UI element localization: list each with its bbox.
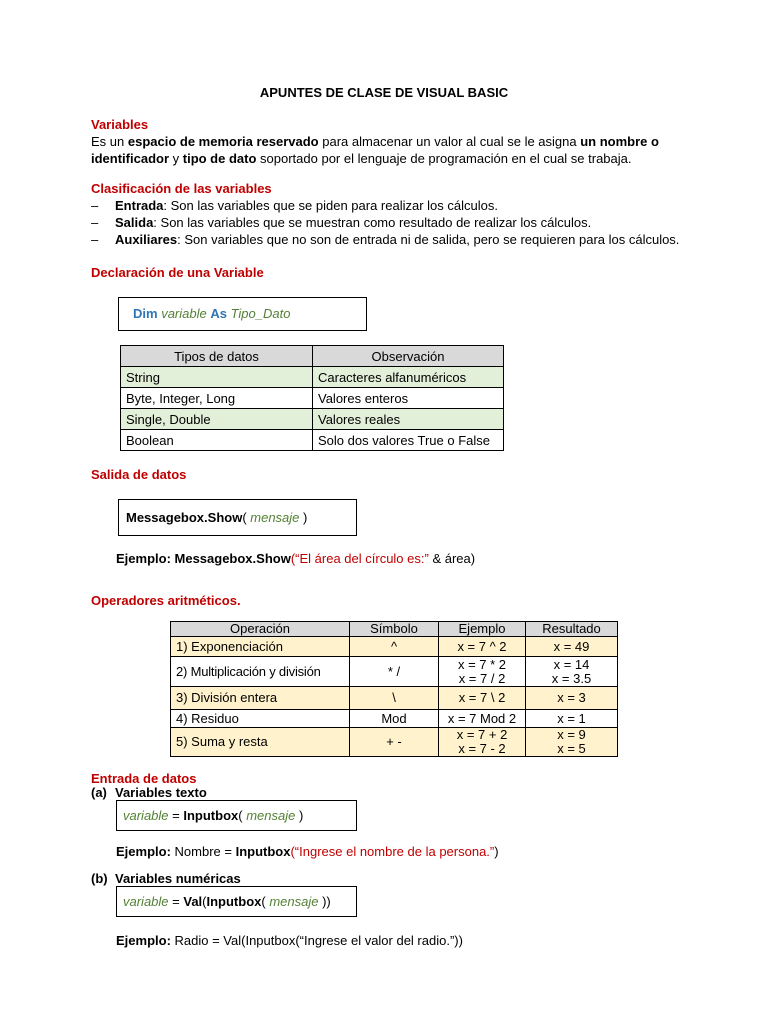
tipos-table: [120, 345, 504, 451]
clasificacion-heading: Clasificación de las variables: [91, 181, 272, 196]
text: soportado por el lenguaje de programación en el cual se trabaja.: [256, 151, 632, 166]
table-cell: \: [350, 687, 439, 710]
salida-code-box: [118, 499, 357, 536]
text: para almacenar un valor al cual se le asigna: [318, 134, 581, 149]
description: : Son las variables que se piden para realizar los cálculos.: [163, 198, 498, 213]
term: Entrada: [115, 198, 164, 213]
subheading: Variables texto: [115, 785, 207, 800]
code-paren: (: [238, 808, 247, 823]
list-item: [91, 231, 731, 248]
code-argument: mensaje: [250, 510, 300, 525]
code-paren: ): [295, 808, 304, 823]
table-cell: Boolean: [121, 430, 313, 451]
table-row: [121, 388, 504, 409]
example-string: (“Ingrese el nombre de la persona.”: [290, 844, 495, 859]
description: : Son variables que no son de entrada ni de salida, pero se requieren para los cálculos.: [177, 232, 680, 247]
table-cell: 1) Exponenciación: [171, 637, 350, 657]
subheading: Variables numéricas: [115, 871, 241, 886]
code-equals: =: [168, 808, 184, 823]
table-header-row: [171, 622, 618, 637]
code-variable: variable: [123, 894, 169, 909]
bold-text: tipo de dato: [182, 151, 257, 166]
table-cell: 4) Residuo: [171, 710, 350, 728]
table-cell: [439, 657, 526, 687]
keyword-as: As: [210, 306, 227, 321]
bold-text: espacio de memoria reservado: [127, 134, 319, 149]
example-text: Radio = Val(Inputbox(“Ingrese el valor del radio.”)): [170, 933, 463, 948]
code-paren: (: [242, 510, 251, 525]
example-function: Inputbox: [235, 844, 291, 859]
table-cell: Byte, Integer, Long: [121, 388, 313, 409]
table-cell: x = 3: [526, 687, 618, 710]
salida-heading: Salida de datos: [91, 467, 187, 482]
column-header: Observación: [313, 346, 504, 367]
table-cell: [439, 728, 526, 757]
table-cell: [526, 728, 618, 757]
table-cell: String: [121, 367, 313, 388]
dash-bullet: –: [91, 215, 99, 230]
description: : Son las variables que se muestran como resultado de realizar los cálculos.: [153, 215, 592, 230]
code-paren: )): [318, 894, 331, 909]
cell-line: x = 3.5: [551, 670, 592, 686]
variables-heading: Variables: [91, 117, 149, 132]
variables-paragraph: [91, 133, 691, 167]
table-row: [171, 637, 618, 657]
list-item: [91, 197, 731, 214]
table-row: [171, 687, 618, 710]
operadores-table: [170, 621, 618, 757]
table-cell: x = 7 Mod 2: [439, 710, 526, 728]
column-header: Resultado: [526, 622, 618, 637]
column-header: Símbolo: [350, 622, 439, 637]
code-paren: ): [299, 510, 308, 525]
list-item: [91, 214, 731, 231]
declaracion-heading: Declaración de una Variable: [91, 265, 264, 280]
table-cell: x = 1: [526, 710, 618, 728]
code-type: Tipo_Dato: [230, 306, 291, 321]
entrada-b-example: [116, 932, 463, 949]
example-string: (“El área del círculo es:”: [290, 551, 429, 566]
example-label: Ejemplo:: [116, 933, 171, 948]
table-cell: [526, 657, 618, 687]
text: Es un: [91, 134, 128, 149]
code-function: Inputbox: [206, 894, 262, 909]
clasificacion-list: [91, 197, 731, 248]
entrada-heading: Entrada de datos: [91, 771, 197, 786]
code-function: Messagebox.Show: [126, 510, 243, 525]
table-row: [171, 657, 618, 687]
example-text: Nombre =: [170, 844, 236, 859]
column-header: Ejemplo: [439, 622, 526, 637]
code-function: Val: [183, 894, 203, 909]
code-equals: =: [168, 894, 184, 909]
example-rest: & área): [428, 551, 476, 566]
code-paren: (: [202, 894, 207, 909]
keyword-dim: Dim: [133, 306, 158, 321]
table-cell: x = 7 ^ 2: [439, 637, 526, 657]
table-cell: x = 7 \ 2: [439, 687, 526, 710]
table-cell: 5) Suma y resta: [171, 728, 350, 757]
code-paren: (: [261, 894, 270, 909]
column-header: Tipos de datos: [121, 346, 313, 367]
table-cell: Valores enteros: [313, 388, 504, 409]
cell-line: x = 7 / 2: [458, 670, 506, 686]
table-row: [171, 728, 618, 757]
table-cell: Single, Double: [121, 409, 313, 430]
entrada-a-heading: [91, 785, 207, 800]
declaracion-code-box: [118, 297, 367, 331]
table-row: [121, 367, 504, 388]
term: Salida: [115, 215, 154, 230]
operadores-heading: Operadores aritméticos.: [91, 593, 241, 608]
cell-line: x = 5: [557, 741, 586, 756]
page-title: APUNTES DE CLASE DE VISUAL BASIC: [259, 85, 509, 100]
table-cell: 3) División entera: [171, 687, 350, 710]
entrada-a-example: [116, 843, 499, 860]
table-row: [171, 710, 618, 728]
code-argument: mensaje: [246, 808, 296, 823]
table-cell: 2) Multiplicación y división: [171, 657, 350, 687]
bold-text: identificador: [91, 151, 170, 166]
example-text: ): [494, 844, 499, 859]
table-cell: Solo dos valores True o False: [313, 430, 504, 451]
code-function: Inputbox: [183, 808, 239, 823]
dash-bullet: –: [91, 198, 99, 213]
cell-line: x = 7 + 2: [456, 727, 508, 742]
entrada-b-heading: [91, 871, 241, 886]
code-argument: mensaje: [269, 894, 319, 909]
example-label: Ejemplo: Messagebox.Show: [116, 551, 291, 566]
code-variable: variable: [123, 808, 169, 823]
cell-line: x = 9: [557, 727, 586, 742]
table-cell: * /: [350, 657, 439, 687]
table-row: [121, 430, 504, 451]
table-cell: + -: [350, 728, 439, 757]
table-cell: Caracteres alfanuméricos: [313, 367, 504, 388]
cell-line: x = 7 - 2: [458, 741, 506, 756]
term: Auxiliares: [115, 232, 178, 247]
text: y: [169, 151, 183, 166]
column-header: Operación: [171, 622, 350, 637]
cell-line: x = 14: [553, 656, 590, 672]
enum-label: (a): [91, 785, 107, 800]
table-header-row: [121, 346, 504, 367]
salida-example: [116, 550, 475, 567]
code-variable: variable: [161, 306, 207, 321]
bold-text: un nombre o: [580, 134, 659, 149]
dash-bullet: –: [91, 232, 99, 247]
entrada-b-code-box: [116, 886, 357, 917]
table-cell: Mod: [350, 710, 439, 728]
table-cell: x = 49: [526, 637, 618, 657]
entrada-a-code-box: [116, 800, 357, 831]
table-cell: Valores reales: [313, 409, 504, 430]
table-cell: ^: [350, 637, 439, 657]
table-row: [121, 409, 504, 430]
cell-line: x = 7 * 2: [457, 656, 507, 672]
example-label: Ejemplo:: [116, 844, 171, 859]
enum-label: (b): [91, 871, 108, 886]
